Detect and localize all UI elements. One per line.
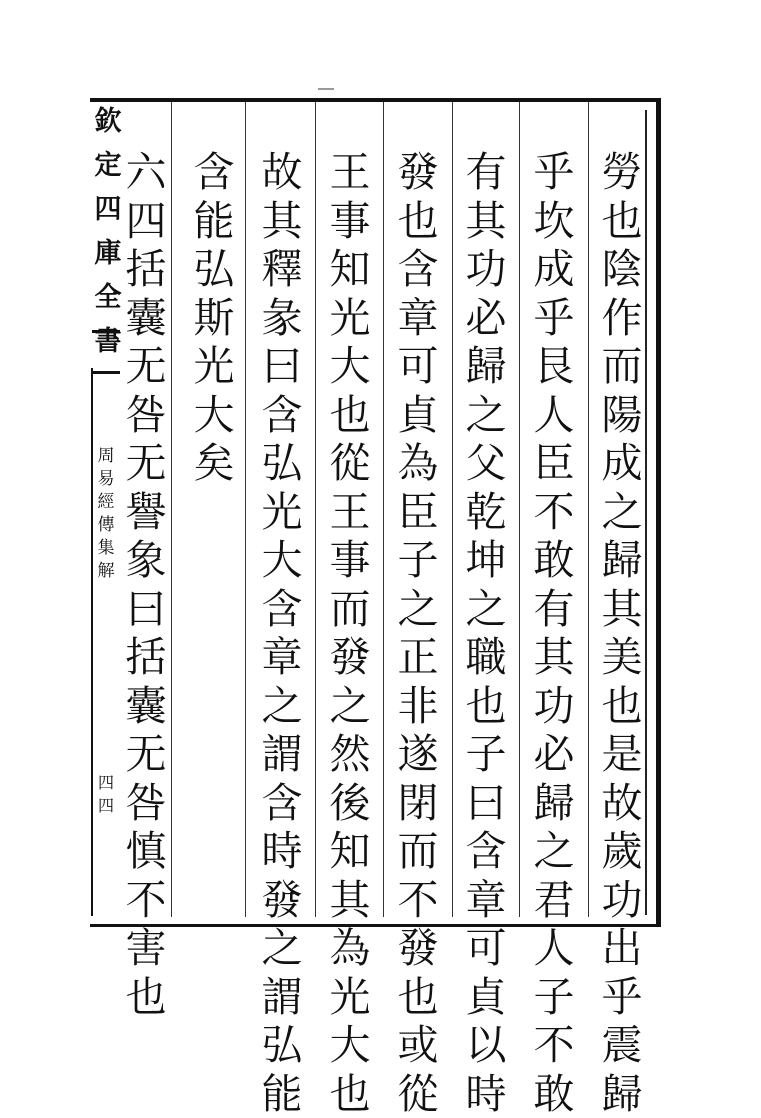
glyph: 囊 [122,294,170,343]
spine-subtitle [94,445,118,583]
glyph: 不 [394,876,442,925]
glyph: 父 [462,439,510,488]
glyph: 不 [530,1021,578,1070]
glyph: 庫 [95,232,122,276]
glyph: 咎 [122,391,170,440]
text-column-2 [528,148,580,1118]
column-rule [245,102,246,917]
glyph: 其 [598,585,646,634]
glyph: 釋 [258,245,306,294]
glyph: 章 [394,294,442,343]
glyph: 之 [258,682,306,731]
glyph: 美 [598,633,646,682]
glyph: 謂 [258,973,306,1022]
glyph: 發 [394,924,442,973]
glyph: 人 [530,391,578,440]
glyph: 歸 [598,536,646,585]
glyph: 章 [258,633,306,682]
glyph: 後 [326,779,374,828]
glyph: 也 [122,973,170,1022]
column-rule [519,102,520,917]
glyph: 也 [462,682,510,731]
glyph: 歸 [598,1070,646,1118]
glyph: 為 [326,924,374,973]
glyph: 時 [462,1070,510,1118]
glyph: 職 [462,633,510,682]
text-column-3 [460,148,512,1118]
glyph: 其 [326,876,374,925]
glyph: 害 [122,924,170,973]
glyph: 括 [122,245,170,294]
glyph: 含 [462,827,510,876]
glyph: 君 [530,876,578,925]
glyph: 曰 [258,342,306,391]
glyph: 光 [190,342,238,391]
glyph: 之 [462,585,510,634]
glyph: 含 [190,148,238,197]
glyph: 從 [326,439,374,488]
glyph: 无 [122,342,170,391]
glyph: 也 [598,682,646,731]
glyph: 傳 [98,514,115,537]
glyph: 含 [394,245,442,294]
text-column-5 [324,148,376,1118]
glyph: 貞 [462,973,510,1022]
glyph: 可 [394,342,442,391]
glyph: 然 [326,730,374,779]
text-column-7 [188,148,240,488]
glyph: 必 [462,294,510,343]
glyph: 也 [326,391,374,440]
glyph: 能 [190,197,238,246]
glyph: 譽 [122,488,170,537]
glyph: 集 [98,537,115,560]
glyph: 无 [122,439,170,488]
glyph: 故 [258,148,306,197]
glyph: 之 [258,924,306,973]
glyph: 王 [326,148,374,197]
glyph: 臣 [394,488,442,537]
glyph: 作 [598,294,646,343]
spine-page-number: 四四 [94,770,118,816]
glyph: 囊 [122,682,170,731]
glyph: 子 [394,536,442,585]
glyph: 定 [95,144,122,188]
glyph: 慎 [122,827,170,876]
glyph: 光 [258,488,306,537]
glyph: 大 [258,536,306,585]
glyph: 解 [98,560,115,583]
glyph: 光 [326,973,374,1022]
text-column-1 [596,148,648,1118]
glyph: 發 [394,148,442,197]
glyph: 曰 [122,585,170,634]
glyph: 功 [462,245,510,294]
text-column-4 [392,148,444,1118]
column-rule [315,102,316,917]
glyph: 發 [258,876,306,925]
glyph: 弘 [258,1021,306,1070]
glyph: 之 [462,391,510,440]
glyph: 遂 [394,730,442,779]
glyph: 之 [394,585,442,634]
glyph: 而 [598,342,646,391]
glyph: 括 [122,633,170,682]
spine-rule [91,368,93,916]
glyph: 含 [258,585,306,634]
glyph: 光 [326,294,374,343]
glyph: 或 [394,1021,442,1070]
glyph: 閉 [394,779,442,828]
glyph: 發 [326,633,374,682]
glyph: 震 [598,1021,646,1070]
glyph: 從 [394,1070,442,1118]
glyph: 子 [462,730,510,779]
glyph: 知 [326,827,374,876]
glyph: 子 [530,973,578,1022]
glyph: 象 [122,536,170,585]
glyph: 乾 [462,488,510,537]
glyph: 之 [326,682,374,731]
glyph: 乎 [598,973,646,1022]
glyph: 功 [530,682,578,731]
glyph: 艮 [530,342,578,391]
glyph: 不 [530,488,578,537]
glyph: 是 [598,730,646,779]
glyph: 陰 [598,245,646,294]
glyph: 欽 [95,100,122,144]
glyph: 貞 [394,391,442,440]
glyph: 歸 [530,779,578,828]
glyph: 章 [462,876,510,925]
text-column-6 [256,148,308,1118]
glyph: 六 [122,148,170,197]
glyph: 王 [326,488,374,537]
glyph: 曰 [462,779,510,828]
glyph: 書 [95,320,122,364]
glyph: 弘 [190,245,238,294]
glyph: 之 [530,827,578,876]
glyph: 也 [394,197,442,246]
glyph: 成 [530,245,578,294]
glyph: 乎 [530,294,578,343]
glyph: 而 [326,585,374,634]
glyph: 事 [326,536,374,585]
glyph: 有 [530,585,578,634]
glyph: 也 [394,973,442,1022]
glyph: 不 [122,876,170,925]
glyph: 无 [122,730,170,779]
spine-fishtail [92,330,120,374]
glyph: 其 [258,197,306,246]
glyph: 歲 [598,827,646,876]
glyph: 成 [598,439,646,488]
glyph: 咎 [122,779,170,828]
glyph: 人 [530,924,578,973]
glyph: 勞 [598,148,646,197]
glyph: 四 [95,188,122,232]
glyph: 事 [326,197,374,246]
glyph: 矣 [190,439,238,488]
glyph: 含 [258,391,306,440]
spine-title [93,100,123,364]
glyph: 歸 [462,342,510,391]
glyph: 敢 [530,536,578,585]
glyph: 周 [98,445,115,468]
glyph: 其 [530,633,578,682]
text-column-8 [120,148,172,1021]
glyph: 敢 [530,1070,578,1118]
glyph: 坤 [462,536,510,585]
glyph: 必 [530,730,578,779]
glyph: 時 [258,827,306,876]
glyph: 大 [326,342,374,391]
glyph: 易 [98,468,115,491]
glyph: 為 [394,439,442,488]
glyph: 斯 [190,294,238,343]
glyph: 經 [98,491,115,514]
glyph: 非 [394,682,442,731]
glyph: 也 [598,197,646,246]
glyph: 也 [326,1070,374,1118]
glyph: 出 [598,924,646,973]
glyph: 弘 [258,439,306,488]
glyph: 大 [326,1021,374,1070]
glyph: 之 [598,488,646,537]
glyph: 乎 [530,148,578,197]
column-rule [452,102,453,917]
glyph: 能 [258,1070,306,1118]
glyph: 其 [462,197,510,246]
glyph: 而 [394,827,442,876]
glyph: 坎 [530,197,578,246]
glyph: 可 [462,924,510,973]
glyph: 知 [326,245,374,294]
glyph: 謂 [258,730,306,779]
glyph: 正 [394,633,442,682]
glyph: 大 [190,391,238,440]
glyph: 陽 [598,391,646,440]
glyph: 含 [258,779,306,828]
glyph: 功 [598,876,646,925]
glyph: 臣 [530,439,578,488]
glyph: 四 [122,197,170,246]
ink-mark [318,88,334,90]
glyph: 故 [598,779,646,828]
glyph: 全 [95,276,122,320]
glyph: 以 [462,1021,510,1070]
column-rule [383,102,384,917]
glyph: 彖 [258,294,306,343]
glyph: 有 [462,148,510,197]
column-rule [588,102,589,917]
